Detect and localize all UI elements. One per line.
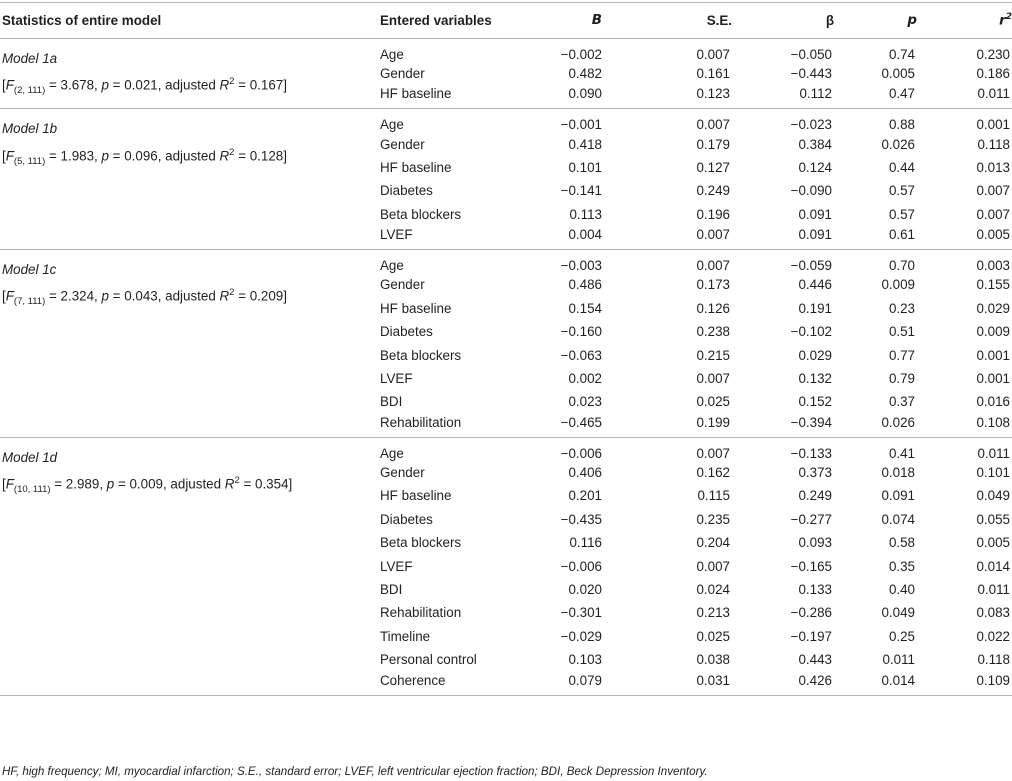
r2-cell: 0.118 bbox=[977, 136, 1010, 152]
p-cell: 0.57 bbox=[888, 183, 915, 199]
p-cell: 0.011 bbox=[882, 652, 915, 668]
se-cell: 0.161 bbox=[696, 66, 730, 82]
r2-cell: 0.009 bbox=[976, 324, 1010, 340]
p-cell: 0.74 bbox=[888, 47, 915, 62]
b-cell: 0.101 bbox=[568, 160, 602, 176]
r2-cell: 0.001 bbox=[976, 347, 1010, 363]
p-cell: 0.88 bbox=[888, 117, 915, 133]
table-row bbox=[0, 109, 1012, 133]
b-cell: 0.004 bbox=[568, 227, 602, 243]
r2-cell: 0.108 bbox=[976, 414, 1010, 430]
model-statistics: [$F_{(2, 111)} = 3.678$, p = 0.021, adjusted $R^2 = 0.167$] bbox=[2, 76, 287, 97]
variable-cell: LVEF bbox=[380, 558, 413, 574]
r2-cell: 0.029 bbox=[976, 300, 1010, 316]
p-cell: 0.41 bbox=[888, 445, 915, 461]
beta-cell: −0.277 bbox=[790, 511, 832, 527]
beta-cell: −0.050 bbox=[790, 47, 832, 62]
model-group bbox=[0, 39, 1012, 109]
se-cell: 0.007 bbox=[696, 371, 730, 387]
b-cell: 0.103 bbox=[568, 652, 602, 668]
p-cell: 0.57 bbox=[888, 206, 915, 222]
se-cell: 0.007 bbox=[696, 258, 730, 274]
r2-cell: 0.011 bbox=[977, 86, 1010, 102]
variable-cell: HF baseline bbox=[380, 86, 452, 102]
model-cell bbox=[0, 39, 380, 109]
b-cell: −0.063 bbox=[560, 347, 602, 363]
se-cell: 0.213 bbox=[696, 605, 730, 621]
b-cell: −0.006 bbox=[560, 445, 602, 461]
beta-cell: 0.091 bbox=[798, 206, 832, 222]
variable-cell: HF baseline bbox=[380, 160, 452, 176]
beta-cell: 0.132 bbox=[798, 371, 832, 387]
b-cell: 0.116 bbox=[569, 535, 602, 551]
beta-cell: 0.446 bbox=[798, 277, 832, 293]
b-cell: 0.482 bbox=[568, 66, 602, 82]
variable-cell: BDI bbox=[380, 582, 403, 598]
model-statistics: [$F_{(5, 111)} = 1.983$, p = 0.096, adjusted $R^2 = 0.128$] bbox=[2, 146, 287, 167]
variable-cell: LVEF bbox=[380, 371, 413, 387]
beta-cell: 0.112 bbox=[799, 86, 832, 102]
se-cell: 0.038 bbox=[696, 652, 730, 668]
beta-cell: 0.443 bbox=[798, 652, 832, 668]
r2-cell: 0.155 bbox=[976, 277, 1010, 293]
beta-cell: −0.023 bbox=[790, 117, 832, 133]
variable-cell: Diabetes bbox=[380, 183, 433, 199]
variable-cell: Diabetes bbox=[380, 511, 433, 527]
beta-cell: 0.093 bbox=[798, 535, 832, 551]
variable-cell: Age bbox=[380, 445, 404, 461]
se-cell: 0.007 bbox=[696, 117, 730, 133]
beta-cell: 0.091 bbox=[798, 227, 832, 243]
beta-cell: 0.124 bbox=[798, 160, 832, 176]
header-p: p bbox=[834, 3, 917, 39]
se-cell: 0.007 bbox=[696, 47, 730, 62]
beta-cell: 0.249 bbox=[798, 488, 832, 504]
b-cell: −0.160 bbox=[560, 324, 602, 340]
se-cell: 0.025 bbox=[696, 628, 730, 644]
se-cell: 0.179 bbox=[696, 136, 730, 152]
p-cell: 0.009 bbox=[881, 277, 915, 293]
p-cell: 0.51 bbox=[888, 324, 915, 340]
beta-cell: 0.152 bbox=[798, 394, 832, 410]
beta-cell: −0.133 bbox=[790, 445, 832, 461]
p-cell: 0.70 bbox=[888, 258, 915, 274]
r2-cell: 0.230 bbox=[976, 47, 1010, 62]
variable-cell: Rehabilitation bbox=[380, 605, 462, 621]
model-statistics: [$F_{(7, 111)} = 2.324$, p = 0.043, adjusted $R^2 = 0.209$] bbox=[2, 287, 287, 308]
table-footnote: HF, high frequency; MI, myocardial infarction; S.E., standard error; LVEF, left ventricular ejection fraction; BDI, Beck Depression Inventory. bbox=[2, 765, 708, 778]
se-cell: 0.127 bbox=[696, 160, 730, 176]
b-cell: 0.154 bbox=[568, 300, 602, 316]
regression-table bbox=[0, 2, 1012, 696]
p-cell: 0.018 bbox=[881, 464, 915, 480]
table-row bbox=[0, 437, 1012, 461]
b-cell: −0.002 bbox=[560, 47, 602, 62]
b-cell: −0.006 bbox=[560, 558, 602, 574]
b-cell: −0.301 bbox=[560, 605, 602, 621]
b-cell: 0.418 bbox=[568, 136, 602, 152]
variable-cell: HF baseline bbox=[380, 488, 452, 504]
model-name: Model 1c bbox=[2, 262, 57, 278]
variable-cell: Age bbox=[380, 258, 404, 274]
p-cell: 0.40 bbox=[888, 582, 915, 598]
r2-cell: 0.022 bbox=[976, 628, 1010, 644]
p-cell: 0.47 bbox=[888, 86, 915, 102]
header-r2: $r^2$ bbox=[917, 3, 1012, 39]
beta-cell: 0.191 bbox=[798, 300, 832, 316]
r2-cell: 0.101 bbox=[976, 464, 1010, 480]
se-cell: 0.215 bbox=[696, 347, 730, 363]
b-cell: −0.141 bbox=[560, 183, 602, 199]
b-cell: 0.002 bbox=[568, 371, 602, 387]
se-cell: 0.173 bbox=[696, 277, 730, 293]
model-statistics: [$F_{(10, 111)} = 2.989$, p = 0.009, adjusted $R^2 = 0.354$] bbox=[2, 475, 293, 496]
variable-cell: Age bbox=[380, 47, 404, 62]
beta-cell: 0.133 bbox=[798, 582, 832, 598]
model-group bbox=[0, 250, 1012, 438]
variable-cell: Rehabilitation bbox=[380, 414, 462, 430]
p-cell: 0.074 bbox=[881, 511, 915, 527]
se-cell: 0.238 bbox=[696, 324, 730, 340]
variable-cell: Gender bbox=[380, 277, 425, 293]
r2-cell: 0.003 bbox=[976, 258, 1010, 274]
header-beta: β bbox=[732, 3, 834, 39]
b-cell: 0.113 bbox=[569, 206, 602, 222]
variable-cell: Age bbox=[380, 117, 404, 133]
p-cell: 0.61 bbox=[888, 227, 915, 243]
r2-cell: 0.118 bbox=[977, 652, 1010, 668]
se-cell: 0.235 bbox=[696, 511, 730, 527]
variable-cell: HF baseline bbox=[380, 300, 452, 316]
p-cell: 0.37 bbox=[888, 394, 915, 410]
b-cell: −0.465 bbox=[560, 414, 602, 430]
p-cell: 0.79 bbox=[888, 371, 915, 387]
se-cell: 0.162 bbox=[696, 464, 730, 480]
r2-cell: 0.007 bbox=[976, 183, 1010, 199]
se-cell: 0.007 bbox=[696, 558, 730, 574]
variable-cell: Gender bbox=[380, 136, 425, 152]
p-cell: 0.44 bbox=[888, 160, 915, 176]
b-cell: 0.406 bbox=[568, 464, 602, 480]
b-cell: 0.201 bbox=[568, 488, 602, 504]
se-cell: 0.196 bbox=[696, 206, 730, 222]
beta-cell: 0.029 bbox=[798, 347, 832, 363]
p-cell: 0.23 bbox=[888, 300, 915, 316]
variable-cell: Coherence bbox=[380, 672, 446, 688]
r2-cell: 0.109 bbox=[976, 672, 1010, 688]
p-cell: 0.049 bbox=[881, 605, 915, 621]
variable-cell: BDI bbox=[380, 394, 403, 410]
b-cell: −0.003 bbox=[560, 258, 602, 274]
r2-cell: 0.055 bbox=[976, 511, 1010, 527]
header-variables: Entered variables bbox=[380, 3, 520, 39]
beta-cell: −0.059 bbox=[790, 258, 832, 274]
beta-cell: −0.165 bbox=[790, 558, 832, 574]
model-name: Model 1b bbox=[2, 121, 58, 137]
beta-cell: −0.090 bbox=[790, 183, 832, 199]
p-cell: 0.026 bbox=[881, 414, 915, 430]
se-cell: 0.249 bbox=[696, 183, 730, 199]
se-cell: 0.115 bbox=[697, 488, 730, 504]
beta-cell: −0.102 bbox=[790, 324, 832, 340]
p-cell: 0.25 bbox=[888, 628, 915, 644]
header-row bbox=[0, 3, 1012, 39]
beta-cell: 0.384 bbox=[798, 136, 832, 152]
p-cell: 0.77 bbox=[888, 347, 915, 363]
r2-cell: 0.001 bbox=[976, 117, 1010, 133]
r2-cell: 0.005 bbox=[976, 535, 1010, 551]
b-cell: 0.090 bbox=[568, 86, 602, 102]
p-cell: 0.014 bbox=[881, 672, 915, 688]
model-cell bbox=[0, 250, 380, 438]
table-row bbox=[0, 39, 1012, 63]
p-cell: 0.005 bbox=[881, 66, 915, 82]
p-cell: 0.58 bbox=[888, 535, 915, 551]
beta-cell: 0.426 bbox=[798, 672, 832, 688]
beta-cell: −0.443 bbox=[790, 66, 832, 82]
model-cell bbox=[0, 109, 380, 250]
variable-cell: Personal control bbox=[380, 652, 477, 668]
se-cell: 0.126 bbox=[696, 300, 730, 316]
r2-cell: 0.083 bbox=[976, 605, 1010, 621]
r2-cell: 0.001 bbox=[976, 371, 1010, 387]
p-cell: 0.091 bbox=[881, 488, 915, 504]
header-b: B bbox=[520, 3, 602, 39]
table-row bbox=[0, 250, 1012, 274]
b-cell: 0.079 bbox=[568, 672, 602, 688]
p-cell: 0.026 bbox=[881, 136, 915, 152]
se-cell: 0.024 bbox=[696, 582, 730, 598]
se-cell: 0.199 bbox=[696, 414, 730, 430]
variable-cell: Beta blockers bbox=[380, 347, 462, 363]
se-cell: 0.007 bbox=[696, 445, 730, 461]
model-name: Model 1d bbox=[2, 449, 58, 465]
variable-cell: Gender bbox=[380, 66, 425, 82]
r2-cell: 0.016 bbox=[976, 394, 1010, 410]
b-cell: 0.020 bbox=[568, 582, 602, 598]
beta-cell: −0.197 bbox=[790, 628, 832, 644]
p-cell: 0.35 bbox=[888, 558, 915, 574]
model-cell bbox=[0, 437, 380, 695]
se-cell: 0.123 bbox=[696, 86, 730, 102]
variable-cell: Beta blockers bbox=[380, 206, 462, 222]
r2-cell: 0.013 bbox=[976, 160, 1010, 176]
model-name: Model 1a bbox=[2, 51, 58, 66]
beta-cell: 0.373 bbox=[798, 464, 832, 480]
se-cell: 0.031 bbox=[696, 672, 730, 688]
header-statistics: Statistics of entire model bbox=[0, 3, 380, 39]
variable-cell: Beta blockers bbox=[380, 535, 462, 551]
se-cell: 0.025 bbox=[696, 394, 730, 410]
r2-cell: 0.005 bbox=[976, 227, 1010, 243]
r2-cell: 0.049 bbox=[976, 488, 1010, 504]
r2-cell: 0.007 bbox=[976, 206, 1010, 222]
b-cell: −0.001 bbox=[560, 117, 602, 133]
variable-cell: Timeline bbox=[380, 628, 431, 644]
b-cell: 0.023 bbox=[568, 394, 602, 410]
variable-cell: Gender bbox=[380, 464, 425, 480]
se-cell: 0.204 bbox=[696, 535, 730, 551]
r2-cell: 0.011 bbox=[977, 582, 1010, 598]
b-cell: −0.029 bbox=[560, 628, 602, 644]
model-group bbox=[0, 437, 1012, 695]
variable-cell: Diabetes bbox=[380, 324, 433, 340]
b-cell: −0.435 bbox=[560, 511, 602, 527]
b-cell: 0.486 bbox=[568, 277, 602, 293]
beta-cell: −0.394 bbox=[790, 414, 832, 430]
se-cell: 0.007 bbox=[696, 227, 730, 243]
r2-cell: 0.186 bbox=[976, 66, 1010, 82]
header-se: S.E. bbox=[602, 3, 732, 39]
variable-cell: LVEF bbox=[380, 227, 413, 243]
beta-cell: −0.286 bbox=[790, 605, 832, 621]
r2-cell: 0.014 bbox=[976, 558, 1010, 574]
r2-cell: 0.011 bbox=[977, 445, 1010, 461]
model-group bbox=[0, 109, 1012, 250]
